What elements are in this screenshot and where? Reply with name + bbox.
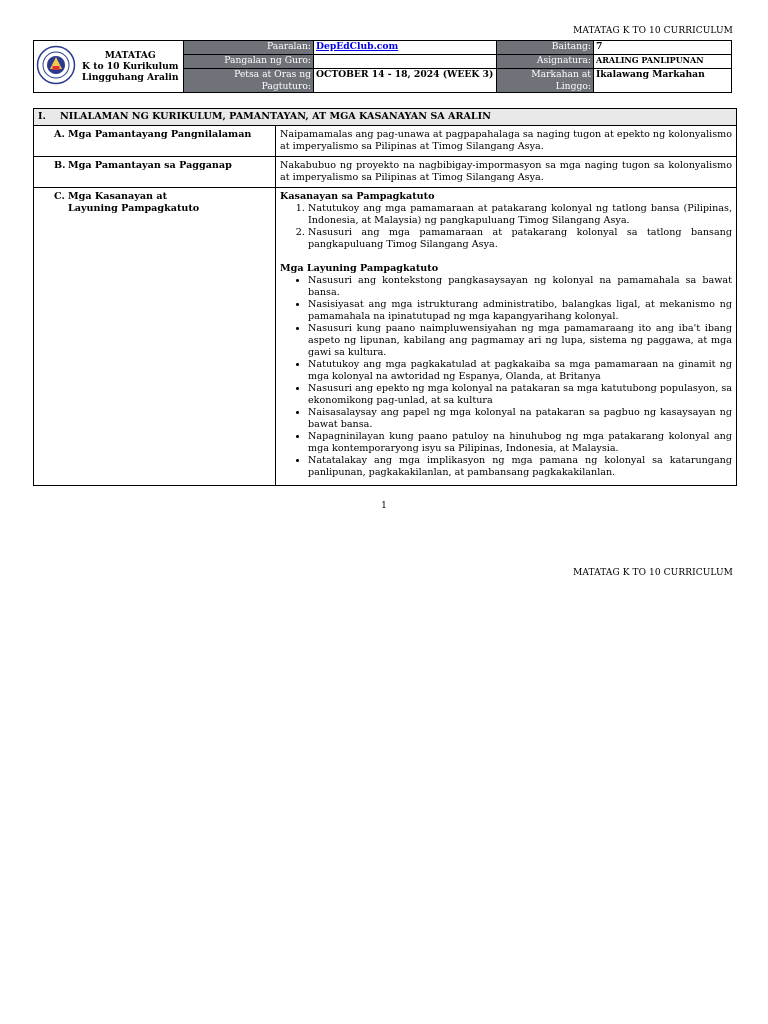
row-c-label: C. Mga Kasanayan at Layuning Pampagkatuto [34, 187, 276, 485]
row-a-content: Naipamamalas ang pag-unawa at pagpapahalaga sa naging tugon at epekto ng kolonyalismo at imperyalismo sa Pilipinas at Timog Silangang Asya. [276, 125, 737, 156]
row-c-content [276, 187, 737, 485]
baitang-value: 7 [594, 41, 732, 55]
lesson-header-table [33, 40, 732, 93]
page-number: 1 [381, 501, 387, 511]
list-item: • Natatalakay ang mga implikasyon ng mga pamana ng kolonyal sa katarungang panlipunan, pagkakakilanlan, at pambansang pagkakakilanlan. [308, 455, 732, 479]
page-header: MATATAG K TO 10 CURRICULUM [573, 26, 733, 36]
layunin-list [288, 275, 732, 479]
section-number: I. [38, 111, 46, 122]
kasanayan-list [288, 203, 732, 251]
section-title: NILALAMAN NG KURIKULUM, PAMANTAYAN, AT MGA KASANAYAN SA ARALIN [60, 111, 491, 122]
list-item: • Nasusuri ang epekto ng mga kolonyal na patakaran sa mga katutubong populasyon, sa ekonomikong pag-unlad, at sa kultura [308, 383, 732, 407]
list-item: • Nasusuri ang kontekstong pangkasaysayan ng kolonyal na pamamahala sa bawat bansa. [308, 275, 732, 299]
row-b-content: Nakabubuo ng proyekto na nagbibigay-impormasyon sa mga naging tugon sa kolonyalismo at imperyalismo sa Pilipinas at Timog Silangang Asya. [276, 156, 737, 187]
markahan-label: Markahan at Linggo: [497, 69, 594, 93]
list-item: • Napagninilayan kung paano patuloy na hinuhubog ng mga patakarang kolonyal ang mga kontemporaryong isyu sa Pilipinas, Indonesia, at Malaysia. [308, 431, 732, 455]
curriculum-content-table [33, 108, 737, 486]
row-b-label: B. Mga Pamantayan sa Pagganap [34, 156, 276, 187]
baitang-label: Baitang: [497, 41, 594, 55]
list-item: • Nasisiyasat ang mga istrukturang administratibo, balangkas ligal, at mekanismo ng pamamahala na ipinatutupad ng mga kapangyarihang kolonyal. [308, 299, 732, 323]
petsa-label: Petsa at Oras ng Pagtuturo: [184, 69, 314, 93]
list-item: 2. Nasusuri ang mga pamamaraan at patakarang kolonyal sa tatlong bansang pangkapuluang Timog Silangang Asya. [308, 227, 732, 251]
lesson-plan-title: MATATAG K to 10 Kurikulum Lingguhang Aralin [78, 41, 184, 93]
paaralan-label: Paaralan: [184, 41, 314, 55]
deped-seal-logo [34, 41, 78, 93]
list-item: 1. Natutukoy ang mga pamamaraan at patakarang kolonyal ng tatlong bansa (Pilipinas, Indonesia, at Malaysia) ng pangkapuluang Timog Silangang Asya. [308, 203, 732, 227]
kasanayan-heading: Kasanayan sa Pampagkatuto [280, 190, 435, 202]
list-item: • Nasusuri kung paano naimpluwensiyahan ng mga pamamaraang ito ang iba't ibang aspeto ng lipunan, kabilang ang pagmamay ari ng lupa, sistema ng paggawa, at mga gawi sa kultura. [308, 323, 732, 359]
school-link[interactable]: DepEdClub.com [316, 41, 399, 52]
row-a-label: A. Mga Pamantayang Pangnilalaman [34, 125, 276, 156]
section-heading [34, 109, 737, 126]
asignatura-value: ARALING PANLIPUNAN [594, 55, 732, 69]
list-item: • Naisasalaysay ang papel ng mga kolonyal na patakaran sa pagbuo ng kasaysayan ng bawat bansa. [308, 407, 732, 431]
guro-label: Pangalan ng Guro: [184, 55, 314, 69]
paaralan-value [314, 41, 497, 55]
markahan-value: Ikalawang Markahan [594, 69, 732, 93]
list-item: • Natutukoy ang mga pagkakatulad at pagkakaiba sa mga pamamaraan na ginamit ng mga kolonyal na awtoridad ng Espanya, Olanda, at Britanya [308, 359, 732, 383]
layunin-heading: Mga Layuning Pampagkatuto [280, 262, 439, 274]
guro-value [314, 55, 497, 69]
petsa-value: OCTOBER 14 - 18, 2024 (WEEK 3) [314, 69, 497, 93]
asignatura-label: Asignatura: [497, 55, 594, 69]
page-header: MATATAG K TO 10 CURRICULUM [573, 568, 733, 578]
